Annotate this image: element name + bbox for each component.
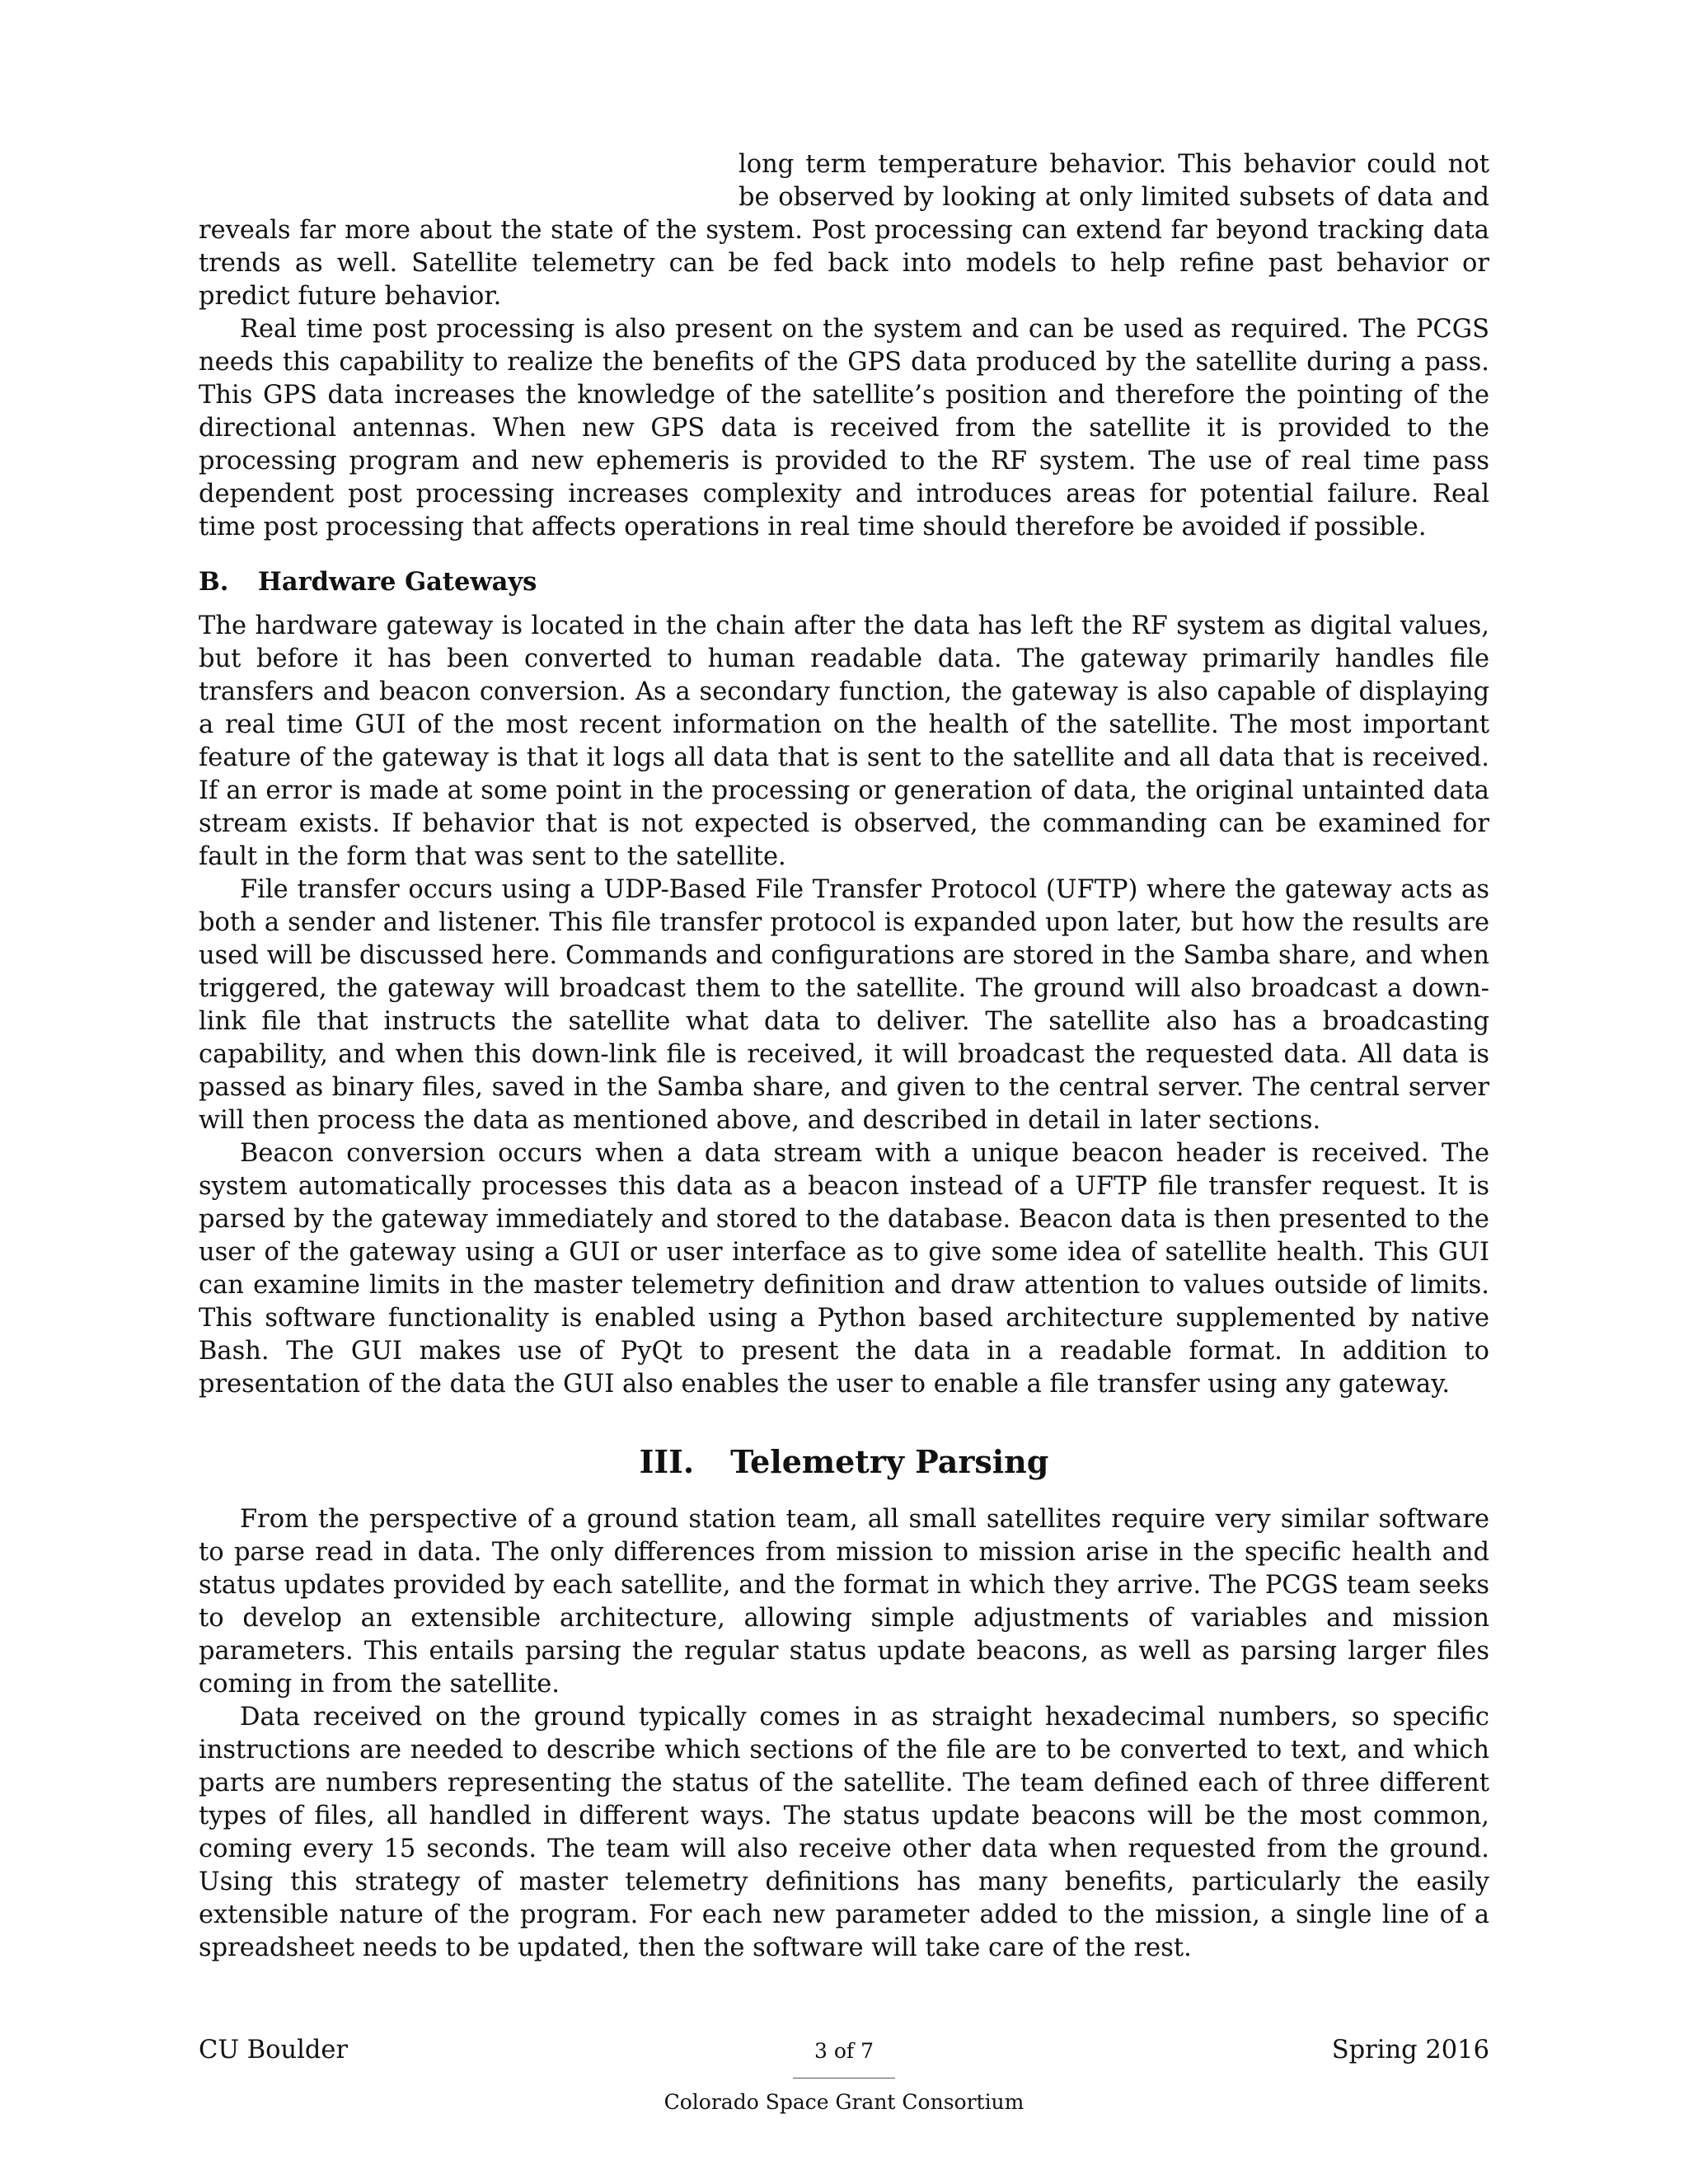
subsection-number: B. xyxy=(199,567,229,597)
section-number: III. xyxy=(639,1443,695,1480)
paragraph: File transfer occurs using a UDP-Based File Transfer Protocol (UFTP) where the gateway acts as both a sender and listener. This file transfer protocol is expanded upon later, but how the results are used will be discussed here. Commands and configurations are stored in the Samba share, and when triggered, the gateway will broadcast them to the satellite. The ground will also broadcast a down-link file that instructs the satellite what data to deliver. The satellite also has a broadcasting capability, and when this down-link file is received, it will broadcast the requested data. All data is passed as binary files, saved in the Samba share, and given to the central server. The central server will then process the data as mentioned above, and described in detail in later sections. xyxy=(199,875,1489,1135)
section-heading xyxy=(199,1442,1489,1482)
page-number: 3 of 7 xyxy=(814,2039,874,2063)
subsection-title: Hardware Gateways xyxy=(258,567,537,597)
footer-organization: Colorado Space Grant Consortium xyxy=(663,2090,1025,2114)
footer-date: Spring 2016 xyxy=(1331,2036,1489,2064)
paper-page xyxy=(199,148,1489,1965)
paragraph: Data received on the ground typically comes in as straight hexadecimal numbers, so specific instructions are needed to describe which sections of the file are to be converted to text, and which parts are numbers representing the status of the satellite. The team defined each of three different types of files, all handled in different ways. The status update beacons will be the most common, coming every 15 seconds. The team will also receive other data when requested from the ground. Using this strategy of master telemetry definitions has many benefits, particularly the easily extensible nature of the program. For each new parameter added to the mission, a single line of a spreadsheet needs to be updated, then the software will take care of the rest. xyxy=(199,1703,1489,1962)
section-title: Telemetry Parsing xyxy=(730,1443,1049,1480)
footer-affiliation: CU Boulder xyxy=(199,2036,349,2064)
continued-paragraph: long term temperature behavior. This behavior could not be observed by looking at only limited subsets of data and reveals far more about the state of the system. Post processing can extend far beyond tracking data trends as well. Satellite telemetry can be fed back into models to help refine past behavior or predict future behavior. xyxy=(199,150,1489,311)
paragraph: Beacon conversion occurs when a data stream with a unique beacon header is received. The system automatically processes this data as a beacon instead of a UFTP file transfer request. It is parsed by the gateway immediately and stored to the database. Beacon data is then presented to the user of the gateway using a GUI or user interface as to give some idea of satellite health. This GUI can examine limits in the master telemetry definition and draw attention to values outside of limits. This software functionality is enabled using a Python based architecture supplemented by native Bash. The GUI makes use of PyQt to present the data in a readable format. In addition to presentation of the data the GUI also enables the user to enable a file transfer using any gateway. xyxy=(199,1139,1489,1399)
paragraph: The hardware gateway is located in the chain after the data has left the RF system as digital values, but before it has been converted to human readable data. The gateway primarily handles file transfers and beacon conversion. As a secondary function, the gateway is also capable of displaying a real time GUI of the most recent information on the health of the satellite. The most important feature of the gateway is that it logs all data that is sent to the satellite and all data that is received. If an error is made at some point in the processing or generation of data, the original untainted data stream exists. If behavior that is not expected is observed, the commanding can be examined for fault in the form that was sent to the satellite. xyxy=(199,612,1489,871)
figure-space xyxy=(199,148,738,214)
paragraph: From the perspective of a ground station team, all small satellites require very similar software to parse read in data. The only differences from mission to mission arise in the specific health and status updates provided by each satellite, and the format in which they arrive. The PCGS team seeks to develop an extensible architecture, allowing simple adjustments of variables and mission parameters. This entails parsing the regular status update beacons, as well as parsing larger files coming in from the satellite. xyxy=(199,1505,1489,1699)
footer-divider xyxy=(793,2078,895,2079)
realtime-processing-paragraph: Real time post processing is also present on the system and can be used as required. The PCGS needs this capability to realize the benefits of the GPS data produced by the satellite during a pass. This GPS data increases the knowledge of the satellite’s position and therefore the pointing of the directional antennas. When new GPS data is received from the satellite it is provided to the processing program and new ephemeris is provided to the RF system. The use of real time pass dependent post processing increases complexity and introduces areas for potential failure. Real time post processing that affects operations in real time should therefore be avoided if possible. xyxy=(199,315,1489,541)
subsection-heading xyxy=(199,565,1489,598)
